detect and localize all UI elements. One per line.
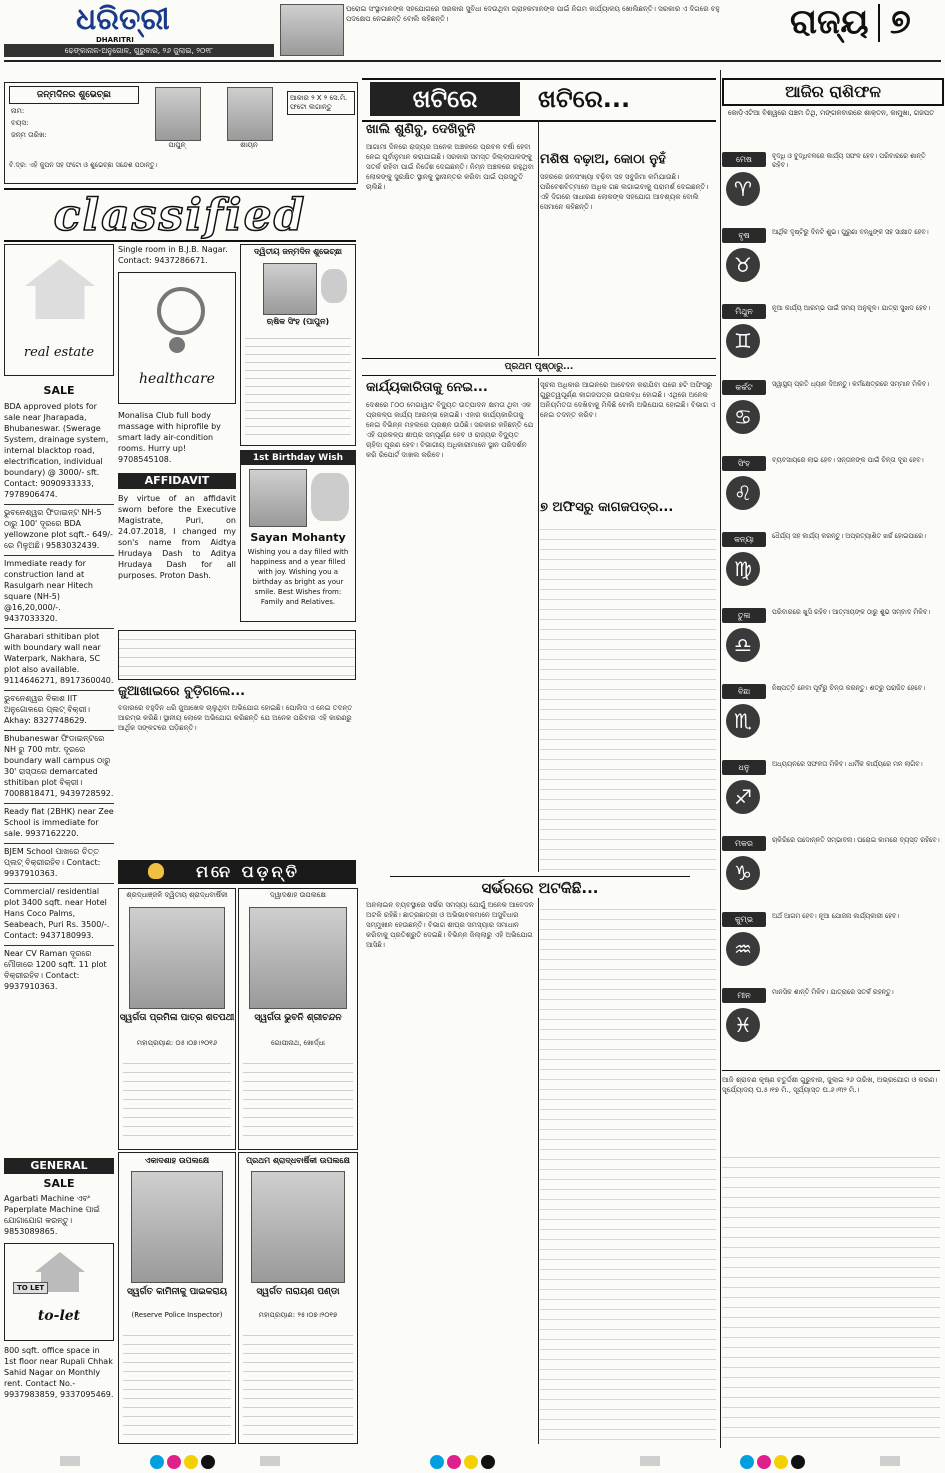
khatire-title-2: ଖଟିରେ...	[538, 85, 631, 113]
memorial-photo	[131, 1171, 223, 1283]
zodiac-text: ବ୍ୟବସାୟରେ ଲାଭ ହେବ। ସନ୍ତାନଙ୍କ ପାଇଁ ଚିନ୍ତା ଦୂର ହେବ।	[772, 456, 924, 464]
classified-ad: Ready flat (2BHK) near Zee School is immediate for sale. 9937162220.	[4, 803, 114, 839]
memorial-photo	[129, 907, 225, 1009]
room-ad: Single room in B.J.B. Nagar. Contact: 9437286671.	[118, 245, 228, 265]
coupon-photo-2-name: ଶାୟନ	[240, 141, 258, 149]
zodiac-name: ସିଂହ	[722, 456, 766, 471]
second-birthday-title: ଦ୍ୱିତୀୟ ଜନ୍ମଦିନ ଶୁଭେଚ୍ଛା	[253, 247, 343, 256]
aries-icon: ♈	[726, 172, 760, 206]
zodiac-text: ପରିବାରରେ ଖୁସି ରହିବ। ଆତ୍ମୀୟଙ୍କ ଠାରୁ ଶୁଭ ସମ୍ବାଦ ମିଳିବ।	[772, 608, 931, 616]
gambling-story	[118, 684, 356, 864]
second-birthday-name: ଋଷିକ ସିଂହ (ପାପୁନ)	[266, 317, 330, 326]
zodiac-gemini	[722, 304, 940, 380]
memorial-note: (Reserve Police Inspector)	[131, 1311, 223, 1319]
coupon-photo-1-name: ପାପୁନ୍	[168, 141, 186, 149]
masthead	[4, 0, 274, 58]
horoscope-title: ଆଜିର ରାଶିଫଳ	[785, 82, 881, 101]
pisces-icon: ♓	[726, 1008, 760, 1042]
memorial-text	[243, 1055, 353, 1143]
zodiac-name: ତୁଳା	[722, 608, 766, 623]
implementation-body: ଦେଶରେ ୮୦୦ ମେଗାୱାଟ ବିଦ୍ୟୁତ ଉତ୍ପାଦନ କ୍ଷମତା ଥିବା ଏକ ପ୍ରକଳ୍ପ କାର୍ଯ୍ୟ ଆରମ୍ଭ ହୋଇଛି। ଏହାର କାର୍ଯ୍ୟକାରିତାକୁ ନେଇ ବିଭିନ୍ନ ମହଲରେ ପ୍ରଶ୍ନ ଉଠିଛି। ସରକାର କହିଛନ୍ତି ଯେ ଏହି ପ୍ରକଳ୍ପ ଶୀଘ୍ର ସମ୍ପୂର୍ଣ୍ଣ ହେବ ଓ ରାଜ୍ୟର ବିଦ୍ୟୁତ ଚାହିଦା ପୂରଣ ହେବ। ବିଭାଗୀୟ ଅଧିକାରୀମାନେ ସ୍ଥାନ ପରିଦର୍ଶନ କରି ରିପୋର୍ଟ ଦାଖଲ କରିବେ।	[366, 401, 534, 459]
classified-title: classified	[53, 190, 307, 241]
cyan-dot	[150, 1455, 164, 1469]
zodiac-text: ନୂଆ କାର୍ଯ୍ୟ ଆରମ୍ଭ ପାଇଁ ସମୟ ଅନୁକୂଳ। ଯାତ୍ରା ସୁଖଦ ହେବ।	[772, 304, 931, 312]
magenta-dot	[167, 1455, 181, 1469]
cancer-icon: ♋	[726, 400, 760, 434]
headline-implementation: କାର୍ଯ୍ୟକାରିତାକୁ ନେଇ...	[366, 380, 488, 395]
first-birthday-name: Sayan Mohanty	[250, 531, 346, 544]
column-rule	[538, 378, 539, 872]
coupon-photo-1	[155, 87, 201, 141]
leo-icon: ♌	[726, 476, 760, 510]
general-heading: GENERAL	[4, 1158, 114, 1174]
classified-general	[4, 1158, 114, 1400]
coupon-photo-2	[227, 87, 273, 141]
magenta-dot	[447, 1455, 461, 1469]
classified-banner	[4, 188, 356, 242]
newspaper-logo-sub: DHARITRI	[96, 36, 134, 44]
zodiac-name: ମୀନ	[722, 988, 766, 1003]
to-let-label: to-let	[37, 1308, 81, 1324]
memorial-tag: ଏକାଦଶାହ ଉପଲକ୍ଷେ	[144, 1156, 210, 1165]
zodiac-text: ଧୈର୍ଯ୍ୟ ସହ କାର୍ଯ୍ୟ କରନ୍ତୁ। ଅପ୍ରତ୍ୟାଶିତ ଖର୍ଚ୍ଚ ହୋଇପାରେ।	[772, 532, 926, 540]
gambling-body: ବଜାରରେ ବହୁଦିନ ଧରି ଜୁଆଖେଳ ଚାଲୁଥିବା ଅଭିଯୋଗ ହୋଇଛି। ପୋଲିସ ଏ ନେଇ ତଦନ୍ତ ଆରମ୍ଭ କରିଛି। ସ୍ଥାନୀୟ ଲୋକେ ଅଭିଯୋଗ କରିଛନ୍ତି ଯେ ଅନେକ ପରିବାର ଏହି କାରଣରୁ ଆର୍ଥିକ ସଙ୍କଟରେ ପଡ଼ିଛନ୍ତି।	[118, 704, 353, 732]
khatire-title-1: ଖଟିରେ	[370, 82, 520, 116]
classified-ad: Near CV Raman ଦୂରରେ ମୌଜାରେ 1200 sqft. 11 plot ବିକ୍ରୀରହିବ। Contact: 9937910363.	[4, 945, 114, 992]
classified-ad: Bhubaneswar ଫିଡାଇନ୍ଟରେ NH ରୁ 700 mtr. ଦୂରରେ boundary wall campus ଠାରୁ 30' ରାସ୍ତାରେ demarcated sthitiban plot ବିକ୍ରୀ। 7008818471, 9439728592.	[4, 730, 114, 799]
virgo-icon: ♍	[726, 552, 760, 586]
general-ad: Agarbati Machine ଏବଂ Paperplate Machine ପାଇଁ ଯୋଗାଯୋଗ କରନ୍ତୁ। 9853089865.	[4, 1194, 100, 1236]
page-header	[790, 2, 940, 46]
color-registration-marks	[740, 1454, 820, 1468]
memorial-text	[123, 1055, 231, 1143]
memorial-tag: ଶ୍ରଦ୍ଧାଞ୍ଜଳି ଦ୍ୱିତୀୟ ଶ୍ରାଦ୍ଧବାର୍ଷିକୀ	[126, 891, 228, 899]
classified-ad: Immediate ready for construction land at Rasulgarh near Hitech square (NH-5) @16,20,000/-. 9437033320.	[4, 555, 114, 624]
horoscope-filler-text	[722, 1148, 940, 1442]
birthday-coupon	[4, 82, 358, 184]
zodiac-cancer	[722, 380, 940, 456]
color-registration-marks	[150, 1454, 230, 1468]
classified-ad: ଭୁବନେଶ୍ୱର ବିକାଶ IIT ଅନୁଗୋଳରେ ପ୍ଲଟ୍ ବିକ୍ରୀ। Akhay: 8327748629.	[4, 690, 114, 726]
page-number: ୭	[890, 2, 911, 42]
libra-icon: ♎	[726, 628, 760, 662]
zodiac-name: ବୃଷ	[722, 228, 766, 243]
black-dot	[201, 1455, 215, 1469]
zodiac-name: ମକର	[722, 836, 766, 851]
to-let-ad: 800 sqft. office space in 1st floor near Rupali Chhak Sahid Nagar on Monthly rent. Contact No.- 9937983859, 9337095469.	[4, 1346, 114, 1399]
aquarius-icon: ♒	[726, 932, 760, 966]
balloon-icon	[321, 269, 347, 303]
sagittarius-icon: ♐	[726, 780, 760, 814]
classified-ad: Gharabari sthitiban plot with boundary wall near Waterpark, Nakhara, SC plot also available. 9114646271, 8917360040.	[4, 628, 114, 686]
memorial-banner	[118, 860, 356, 884]
newspaper-logo: ଧରିତ୍ରୀ	[76, 2, 170, 37]
zodiac-name: କର୍କଟ	[722, 380, 766, 395]
first-birthday-title: 1st Birthday Wish	[241, 451, 355, 465]
classified-ad: ଭୁବନେଶ୍ୱର ଫିଡାଇନ୍ଟ NH-5 ଠାରୁ 100' ଦୂରରେ BDA yellowzone plot sqft.- 649/-ରେ ମିଳୁଅଛି। 9583032439.	[4, 504, 114, 551]
headline-trees: ମଶିଷ ବଢ଼ାଅ, କୋଠା ନୁହଁ	[540, 152, 666, 167]
memorial-tag: ଦ୍ୱାଦଶାହ ଉପଲକ୍ଷେ	[270, 891, 326, 899]
black-dot	[481, 1455, 495, 1469]
scorpio-icon: ♏	[726, 704, 760, 738]
zodiac-aquarius	[722, 912, 940, 988]
field-dob: ଜନ୍ମ ତାରିଖ:	[11, 131, 47, 139]
cyan-dot	[740, 1455, 754, 1469]
gray-swatch	[880, 1456, 900, 1466]
zodiac-name: ମେଷ	[722, 152, 766, 167]
second-birthday-box	[240, 244, 356, 446]
memorial-name: ସ୍ୱର୍ଗତା ପ୍ରମିଳା ପାତ୍ର ଶତପଥୀ	[119, 1013, 235, 1023]
zodiac-text: ବୃଦ୍ଧି ଓ ବୁଦ୍ଧିବଳରେ କାର୍ଯ୍ୟ ସଫଳ ହେବ। ପରିବାରରେ ଶାନ୍ତି ରହିବ।	[772, 152, 926, 169]
top-story-text: ଘରୋଇ ସଂସ୍ଥାମାନଙ୍କ ସହଯୋଗରେ ସରକାର ସୁବିଧା ଦେଉଥିବା ଗ୍ରାହକମାନଙ୍କ ପାଇଁ ନିଗମ କାର୍ଯ୍ୟାଳୟ ଖୋଲିଛନ୍ତି। ସରକାର ଏ ଦିଗରେ ବହୁ ପଦକ୍ଷେପ ନେଇଛନ୍ତି ବୋଲି କହିଛନ୍ତି।	[346, 5, 720, 23]
second-birthday-message	[245, 331, 351, 439]
taurus-icon: ♉	[726, 248, 760, 282]
header-divider	[878, 4, 880, 42]
almanac: ଆଜି ଶ୍ରାବଣ କୃଷ୍ଣ ଚତୁର୍ଦ୍ଦଶୀ ଗୁରୁବାର, ଜୁଲାଇ ୨୬ ତାରିଖ, ଅଭ୍ରଯୋଗ ଓ କରଣ। ସୂର୍ଯ୍ୟୋଦୟ ଘ.୫।୧୭ ମି., ସୂର୍ଯ୍ୟାସ୍ତ ଘ.୬।୩୨ ମି.।	[722, 1070, 940, 1145]
horoscope-intro: କୋଡ଼ିଏଟିଆ ବିଶ୍ୱରେ ପଞ୍ଚମ ତିଥି, ମଙ୍ଗଳବାରରେ ଶାକ୍ତନ, କାମୁଖା, ଗଜପତ	[727, 109, 935, 117]
yellow-dot	[464, 1455, 478, 1469]
gray-swatch	[640, 1456, 660, 1466]
headline-documents: ୭ ଅଫିସରୁ କାଗଜପତ୍ର...	[540, 500, 674, 515]
zodiac-text: ଆର୍ଥିକ ଦୃଷ୍ଟିରୁ ଦିନଟି ଶୁଭ। ପୁରୁଣା ବନ୍ଧୁଙ୍କ ସହ ସାକ୍ଷାତ ହେବ।	[772, 228, 929, 236]
classified-ad: BJEM School ପାଖରେ ଚିତ୍ତ ପ୍ଲଟ୍ ବିକ୍ରୀରହିବ। Contact: 9937910363.	[4, 843, 114, 879]
real-estate-label: real estate	[23, 345, 95, 360]
memorial-name: ସ୍ୱର୍ଗତ ନାରାୟଣ ପଣ୍ଡା	[256, 1287, 340, 1297]
zodiac-text: ମାନସିକ ଶାନ୍ତି ମିଳିବ। ଯାତ୍ରାରେ ସତର୍କ ରହନ୍ତୁ।	[772, 988, 894, 996]
lamp-icon	[148, 863, 164, 879]
zodiac-taurus	[722, 228, 940, 304]
column-rule	[538, 898, 539, 1444]
zodiac-name: ମିଥୁନ	[722, 304, 766, 319]
flowers-icon	[311, 473, 349, 521]
gemini-icon: ♊	[726, 324, 760, 358]
zodiac-name: ଧନୁ	[722, 760, 766, 775]
zodiac-text: ଅର୍ଥ ଆଗମ ହେବ। ନୂଆ ଯୋଜନା କାର୍ଯ୍ୟକାରୀ ହେବ।	[772, 912, 900, 920]
stethoscope-chestpiece-icon	[169, 337, 185, 353]
zodiac-sagittarius	[722, 760, 940, 836]
gray-swatch	[260, 1456, 280, 1466]
zodiac-capricorn	[722, 836, 940, 912]
first-birthday-message: Wishing you a day filled with happiness and a year filled with joy. Wishing you a birthday as bright as your smile. Best Wishes from: Family and Relatives.	[247, 548, 349, 606]
second-birthday-photo	[263, 263, 317, 315]
color-registration-marks	[430, 1454, 510, 1468]
memorial-photo	[249, 907, 347, 1009]
khatire-kicker: ଖାଲି ଶୁଣିବୁ, ଦେଖିବୁନି	[366, 122, 476, 137]
gray-swatch	[60, 1456, 80, 1466]
top-story-photo	[280, 4, 344, 56]
yellow-dot	[774, 1455, 788, 1469]
stethoscope-icon	[157, 287, 205, 335]
memorial-name: ସ୍ୱର୍ଗତ କାମିନୀକୁ ପାଇକରାୟ	[126, 1287, 227, 1297]
zodiac-text: ଚାକିରିରେ ପଦୋନ୍ନତି ସମ୍ଭାବନା। ଘରୋଇ କାମରେ ବ୍ୟସ୍ତ ରହିବେ।	[772, 836, 940, 844]
zodiac-virgo	[722, 532, 940, 608]
memorial-card	[118, 1152, 236, 1444]
field-age: ବୟସ:	[11, 119, 29, 127]
print-registration-strip	[0, 1452, 945, 1471]
first-birthday-box	[240, 450, 356, 622]
coupon-footer: ବି.ଦ୍ର: ଏହି କୁପନ ସହ ଫଟୋ ଓ ଶୁଭେଚ୍ଛା ସନ୍ଦେଶ ପଠାନ୍ତୁ।	[9, 161, 158, 169]
to-let-sign: TO LET	[13, 1282, 48, 1294]
column-rule	[538, 120, 539, 356]
zodiac-leo	[722, 456, 940, 532]
memorial-text	[243, 1327, 353, 1437]
dateline: ଢେଙ୍କାନାଳ-ଅନୁଗୋଳ, ଗୁରୁବାର, ୨୬ ଜୁଲାଇ, ୨୦୧୮	[4, 44, 274, 57]
zodiac-name: କନ୍ୟା	[722, 532, 766, 547]
documents-body	[540, 520, 716, 870]
magenta-dot	[757, 1455, 771, 1469]
healthcare-ad: Monalisa Club full body massage with hiprofile by smart lady air-condition rooms. Hurry up! 9708545108.	[118, 411, 221, 464]
server-body-continued	[540, 900, 716, 1444]
continued-label: ପ୍ରଥମ ପୃଷ୍ଠାରୁ...	[362, 358, 716, 376]
top-rule	[4, 60, 941, 62]
zodiac-name: କୁମ୍ଭ	[722, 912, 766, 927]
trees-body: ସହରରେ ଜନସଂଖ୍ୟା ବଢ଼ିବା ସହ ସବୁଜିମା କମିଯାଉଛି। ପରିବେଶବିତ୍ମାନେ ଅଧିକ ଗଛ ଲଗାଇବାକୁ ପରାମର୍ଶ ଦେଇଛନ୍ତି। ଏହି ଦିଗରେ ସାଧାରଣ ଲୋକଙ୍କ ସହଯୋଗ ଆବଶ୍ୟକ ବୋଲି ସେମାନେ କହିଛନ୍ତି।	[540, 173, 709, 211]
sale-heading: SALE	[43, 384, 75, 397]
khatire-lead-body: ଆଗାମୀ ଦିନରେ ରାଜ୍ୟର ଅନେକ ଅଞ୍ଚଳରେ ପ୍ରବଳ ବର୍ଷା ହେବା ନେଇ ପୂର୍ବାନୁମାନ କରାଯାଇଛି। ସରକାର ସମସ୍ତ ଜିଲ୍ଲାପାଳଙ୍କୁ ସତର୍କ ରହିବା ପାଇଁ ନିର୍ଦ୍ଦେଶ ଦେଇଛନ୍ତି। ନିମ୍ନ ଅଞ୍ଚଳରେ ରହୁଥିବା ଲୋକଙ୍କୁ ସୁରକ୍ଷିତ ସ୍ଥାନକୁ ସ୍ଥାନାନ୍ତର କରିବା ପାଇଁ ପ୍ରସ୍ତୁତି ଚାଲିଛି।	[366, 143, 534, 191]
affidavit-heading: AFFIDAVIT	[118, 473, 236, 489]
public-notice-text	[118, 630, 356, 680]
gambling-headline: ଜୁଆଖାଇରେ ବୁଡ଼ିଗଲେ...	[118, 684, 246, 699]
classified-ad: Commercial/ residential plot 3400 sqft. near Hotel Hans Coco Palms, Seabeach, Puri Rs. 3500/-. Contact: 9437180993.	[4, 883, 114, 941]
zodiac-text: ଅଧ୍ୟୟନରେ ସଫଳତା ମିଳିବ। ଧାର୍ମିକ କାର୍ଯ୍ୟରେ ମନ ଲାଗିବ।	[772, 760, 923, 768]
house-icon	[25, 259, 95, 319]
classified-ad: BDA approved plots for sale near Jharapada, Bhubaneswar. (Swerage System, drainage system, internal blacktop road, electrification, individual boundary) @ 3000/- sft. Contact: 9090933333, 7978906474.	[4, 402, 109, 499]
healthcare-label: healthcare	[139, 371, 215, 387]
zodiac-text: ସ୍ୱାସ୍ଥ୍ୟ ପ୍ରତି ଧ୍ୟାନ ଦିଅନ୍ତୁ। କର୍ମକ୍ଷେତ୍ରରେ ସମ୍ମାନ ମିଳିବ।	[772, 380, 930, 388]
zodiac-pisces	[722, 988, 940, 1064]
memorial-photo	[251, 1171, 345, 1283]
zodiac-aries	[722, 152, 940, 228]
horoscope-header	[722, 78, 944, 106]
zodiac-libra	[722, 608, 940, 684]
yellow-dot	[184, 1455, 198, 1469]
cyan-dot	[430, 1455, 444, 1469]
classified-col-1	[4, 244, 114, 992]
black-dot	[791, 1455, 805, 1469]
news-notice	[118, 630, 356, 680]
real-estate-box	[4, 244, 114, 376]
classified-col-2	[118, 244, 236, 581]
memorial-card	[238, 1152, 358, 1444]
photo-size-note: ଆକାର ୨ X ୨ ସେ.ମି. ଫଟୋ ଲଗାନ୍ତୁ	[287, 91, 355, 115]
memorial-text	[123, 1327, 231, 1437]
section-title: ରାଜ୍ୟ	[790, 2, 869, 42]
memorial-name: ସ୍ୱର୍ଗତା ଭୁବନି ଶ୍ରୀଚନ୍ଦନ	[254, 1013, 342, 1023]
first-birthday-photo	[249, 469, 307, 527]
headline-server: ସର୍ଭରରେ ଅଟକିଛି...	[390, 876, 690, 897]
general-sale-heading: SALE	[43, 1177, 75, 1190]
memorial-tag: ପ୍ରଥମ ଶ୍ରାଦ୍ଧବାର୍ଷିକୀ ଉପଲକ୍ଷେ	[246, 1156, 350, 1165]
memorial-title: ମନେ ପଡ଼ନ୍ତି	[196, 862, 300, 881]
server-body: ଅନଲାଇନ ବ୍ୟବସ୍ଥାରେ ସର୍ଭର ସମସ୍ୟା ଯୋଗୁଁ ଅନେକ ଆବେଦନ ଅଟକି ରହିଛି। ଛାତ୍ରଛାତ୍ରୀ ଓ ଅଭିଭାବକମାନେ ଅସୁବିଧାର ସମ୍ମୁଖୀନ ହେଉଛନ୍ତି। ବିଭାଗ ଶୀଘ୍ର ସମସ୍ୟାର ସମାଧାନ କରିବାକୁ ପ୍ରତିଶ୍ରୁତି ଦେଇଛି। ବିଭିନ୍ନ ଜିଲ୍ଲାରୁ ଏହି ଅଭିଯୋଗ ଆସିଛି।	[366, 901, 534, 949]
field-name: ନାମ:	[11, 107, 25, 115]
capricorn-icon: ♑	[726, 856, 760, 890]
column-rule	[720, 70, 721, 1448]
zodiac-scorpio	[722, 684, 940, 760]
memorial-note: ମହାପ୍ରୟାଣ: ୦୫।୦୭।୨୦୧୬	[136, 1039, 218, 1047]
zodiac-name: ବିଛା	[722, 684, 766, 699]
memorial-card	[118, 888, 236, 1150]
memorial-card	[238, 888, 358, 1150]
memorial-note: ମହାପ୍ରୟାଣ: ୨୫।୦୭।୨୦୧୭	[258, 1311, 338, 1319]
birthday-coupon-title: ଜନ୍ମଦିନର ଶୁଭେଚ୍ଛା	[9, 86, 139, 104]
to-let-box	[4, 1243, 114, 1341]
documents-top-body: ସୂଚନା ଅଧିକାର ଆଇନରେ ଆବେଦନ କରାଯିବା ପରେ ୭ଟି ଅଫିସରୁ ଗୁରୁତ୍ୱପୂର୍ଣ୍ଣ କାଗଜପତ୍ର ଉପଲବ୍ଧ ହୋଇଛି। ଏଥିରେ ଅନେକ ଅନିୟମିତତା ଦେଖିବାକୁ ମିଳିଛି ବୋଲି ଅଭିଯୋଗ ହୋଇଛି। ବିଭାଗ ଏ ନେଇ ତଦନ୍ତ କରିବ।	[540, 381, 716, 419]
memorial-note: ଗୋପୀନାଥ, ଖୋର୍ଦ୍ଧା	[270, 1039, 326, 1047]
khatire-banner	[362, 78, 716, 122]
classified-col-3	[240, 244, 356, 622]
healthcare-box	[118, 272, 236, 404]
zodiac-text: ନିଷ୍ପତ୍ତି ନେବା ପୂର୍ବରୁ ଚିନ୍ତା କରନ୍ତୁ। ଶତ୍ରୁ ପରାଜିତ ହେବେ।	[772, 684, 925, 692]
affidavit-text: By virtue of an affidavit sworn before the Executive Magistrate, Puri, on 24.07.2018, I changed my son's name from Aidtya Hrudaya Dash to Aditya Hrudaya Dash for all purposes. Proton Dash.	[118, 494, 236, 580]
